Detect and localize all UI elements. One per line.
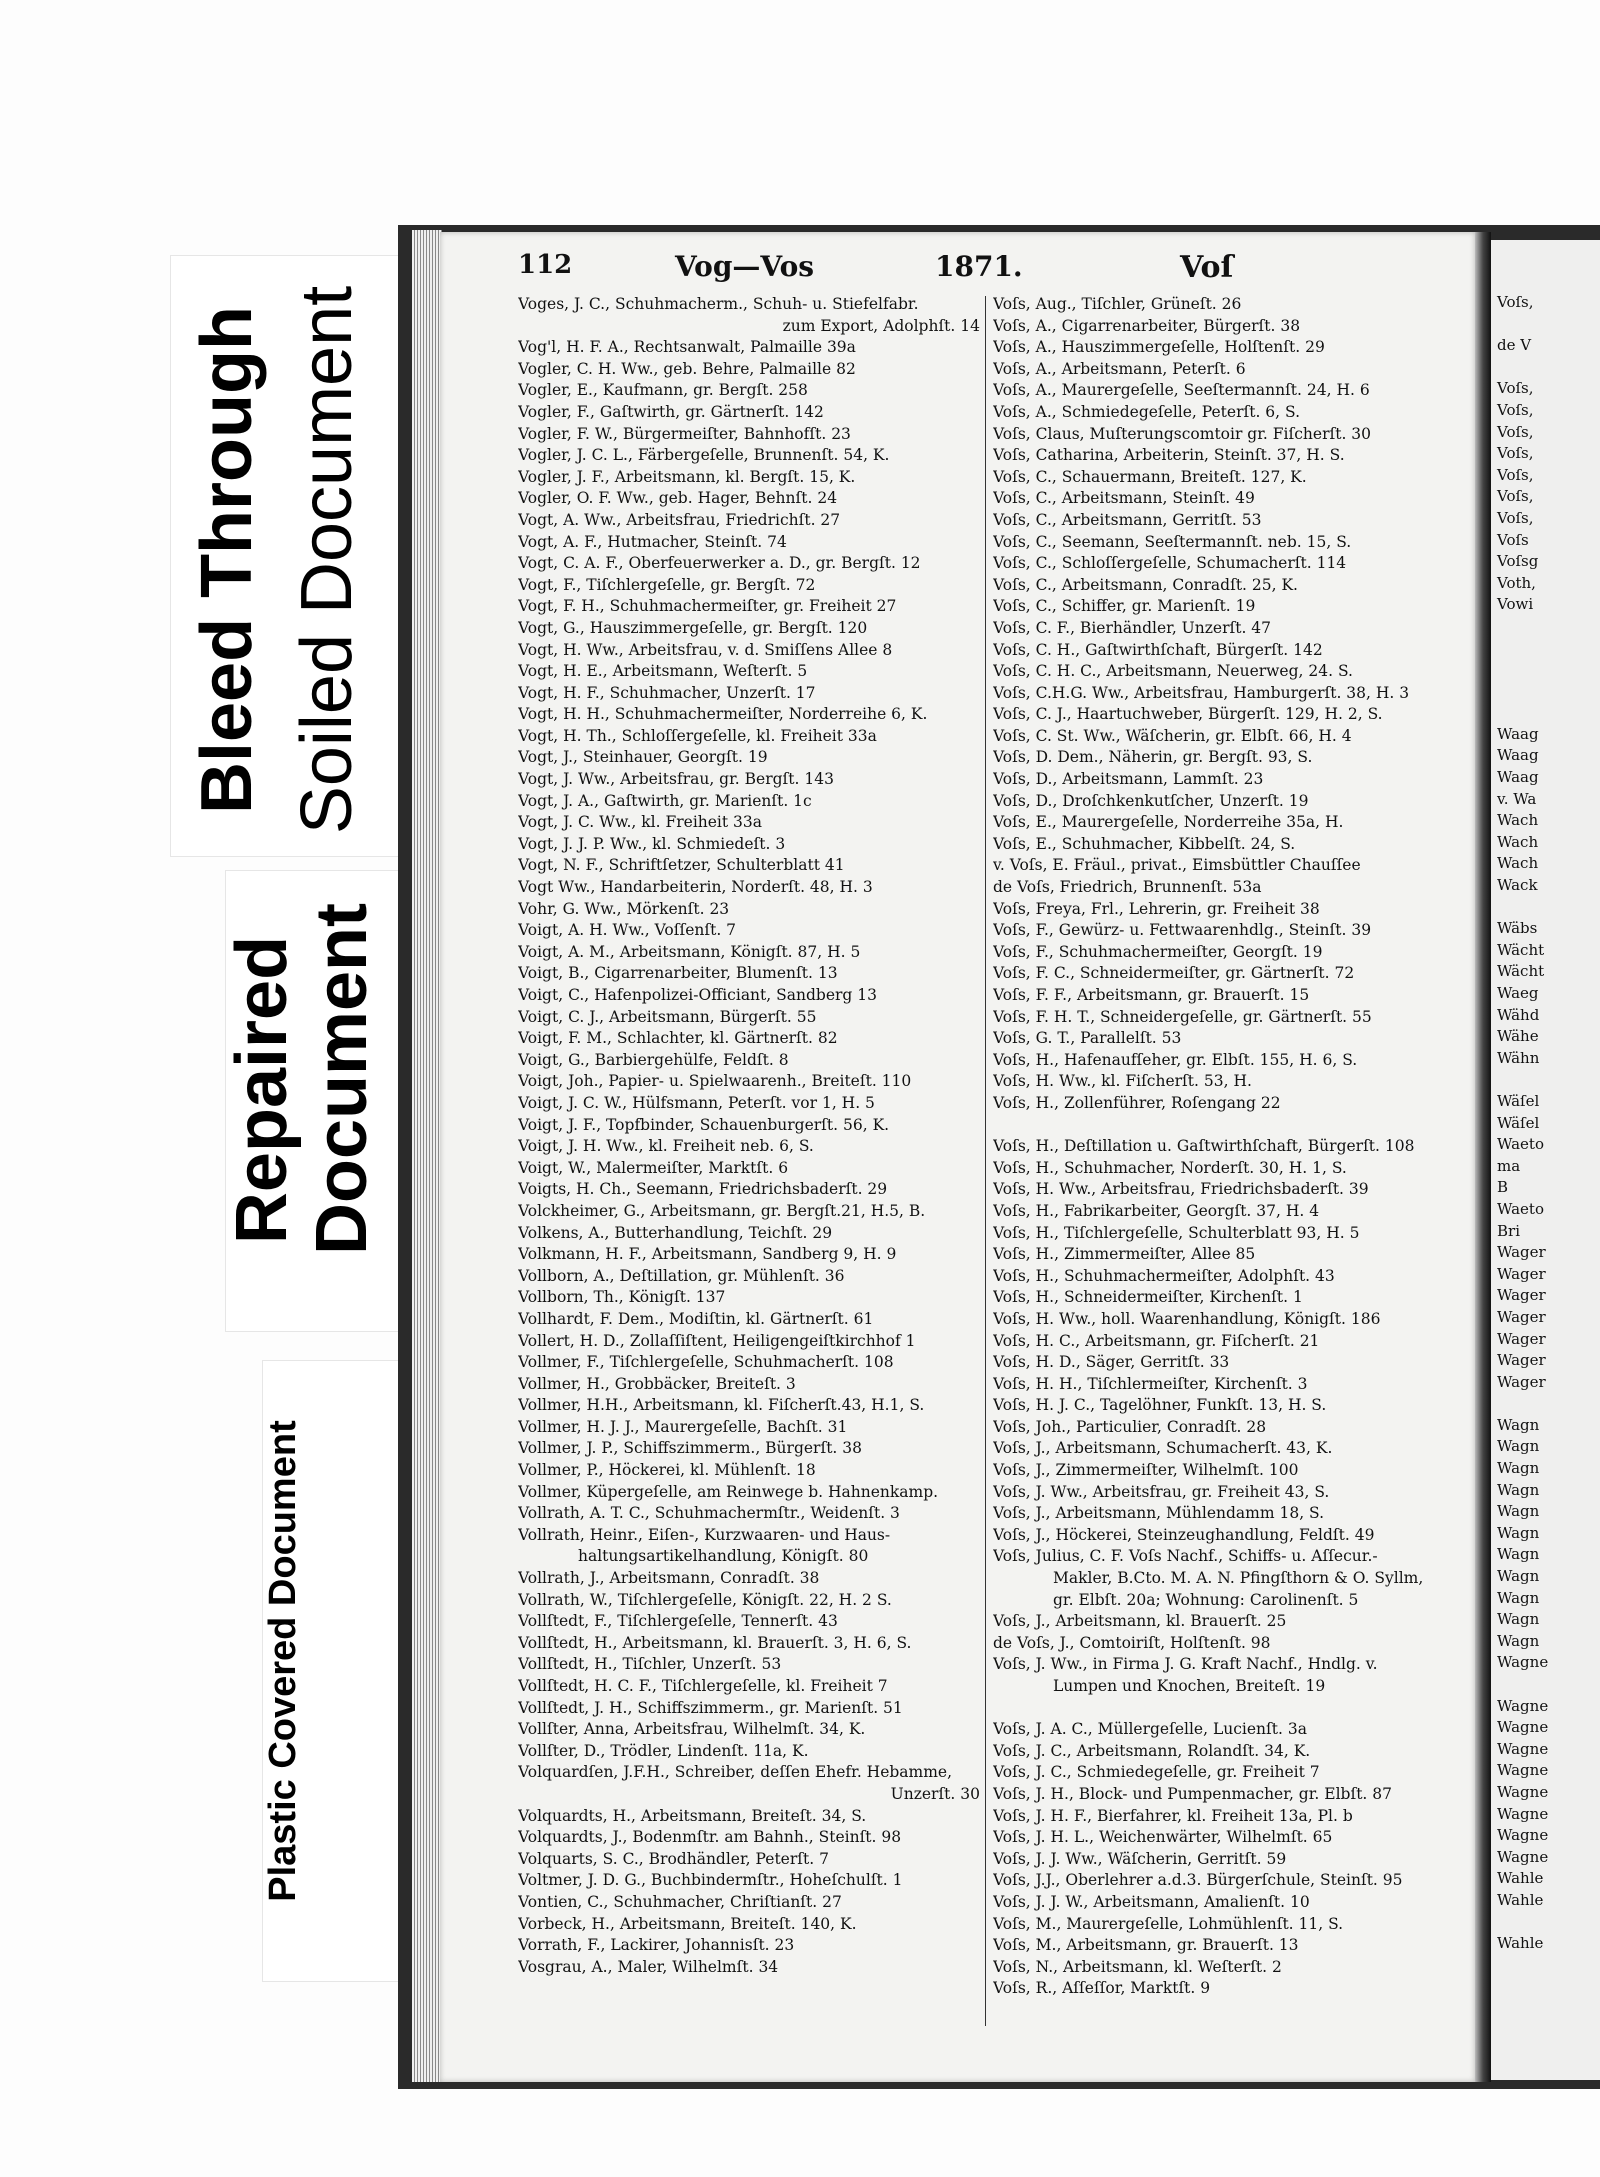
next-page-entry: Waeto	[1497, 1135, 1544, 1154]
directory-entry: Volquardſen, J.F.H., Schreiber, deſſen Ehefr. Hebamme,	[518, 1763, 953, 1782]
bleed-through-label: Bleed Through	[187, 306, 267, 814]
next-page-entry: Wähn	[1497, 1048, 1540, 1067]
directory-entry: gr. Elbſt. 20a; Wohnung: Carolinenſt. 5	[1053, 1590, 1359, 1609]
next-page-entry	[1491, 1069, 1600, 1091]
document-label: Document	[302, 902, 382, 1255]
next-page-entry: Wagn	[1497, 1523, 1540, 1542]
next-page-entry: Waag	[1497, 724, 1539, 743]
directory-entry: Voſs, Claus, Muſterungscomtoir gr. Fiſcherſt. 30	[993, 424, 1372, 443]
next-page-entry: Wagn	[1497, 1545, 1540, 1564]
directory-entry: Vollmer, F., Tiſchlergeſelle, Schuhmacherſt. 108	[518, 1353, 894, 1372]
directory-entry: Voſs, C., Schauermann, Breiteſt. 127, K.	[993, 467, 1307, 486]
directory-entry: Voſs, A., Cigarrenarbeiter, Bürgerſt. 38	[993, 316, 1301, 335]
next-page-entry: Wagn	[1497, 1502, 1540, 1521]
repaired-label: Repaired	[222, 935, 302, 1245]
directory-entry: Voigt, Joh., Papier- u. Spielwaarenh., Breiteſt. 110	[518, 1072, 912, 1091]
directory-entry: Vollmer, H. J. J., Maurergeſelle, Bachſt. 31	[518, 1417, 848, 1436]
next-page-entry: Wagn	[1497, 1415, 1540, 1434]
directory-entry: Vollborn, A., Deſtillation, gr. Mühlenſt. 36	[518, 1266, 845, 1285]
directory-entry: Voſs, J., Arbeitsmann, Schumacherſt. 43, K.	[993, 1439, 1333, 1458]
directory-entry: Vollſter, D., Trödler, Lindenſt. 11a, K.	[518, 1741, 809, 1760]
directory-entry: Vollrath, A. T. C., Schuhmachermſtr., Weidenſt. 3	[518, 1504, 900, 1523]
directory-entry: Vogt, F., Tiſchlergeſelle, gr. Bergſt. 72	[518, 575, 816, 594]
directory-entry: Voſs, F., Gewürz- u. Fettwaarenhdlg., Steinſt. 39	[993, 921, 1372, 940]
directory-entry: Voſs, J. Ww., Arbeitsfrau, gr. Freiheit 43, S.	[993, 1482, 1330, 1501]
blank-line	[993, 1698, 1468, 1720]
directory-entry: Voſs, J.J., Oberlehrer a.d.3. Bürgerſchule, Steinſt. 95	[993, 1871, 1403, 1890]
blank-line	[993, 1115, 1468, 1137]
directory-entry: Vollert, H. D., Zollaſſiſtent, Heiligengeiſtkirchhof 1	[518, 1331, 916, 1350]
directory-entry: Vog'l, H. F. A., Rechtsanwalt, Palmaille 39a	[518, 338, 856, 357]
directory-entry: de Voſs, J., Comtoiriſt, Holſtenſt. 98	[993, 1633, 1271, 1652]
directory-entry: Voſs, F. C., Schneidermeiſter, gr. Gärtnerſt. 72	[993, 964, 1355, 983]
directory-entry: Vogler, O. F. Ww., geb. Hager, Behnſt. 24	[518, 489, 838, 508]
page-year: 1871.	[935, 250, 1023, 283]
directory-entry: Vollrath, W., Tiſchlergeſelle, Königſt. 22, H. 2 S.	[518, 1590, 892, 1609]
directory-entry: Voſs, Freya, Frl., Lehrerin, gr. Freiheit 38	[993, 899, 1320, 918]
directory-entry: Voigt, W., Malermeiſter, Marktſt. 6	[518, 1158, 789, 1177]
next-page-entry: B	[1497, 1178, 1509, 1197]
directory-entry: Voſs, C.H.G. Ww., Arbeitsfrau, Hamburgerſt. 38, H. 3	[993, 683, 1410, 702]
directory-entry: Voſs, H. D., Säger, Gerritſt. 33	[993, 1353, 1230, 1372]
directory-entry: Voſs, E., Schuhmacher, Kibbelſt. 24, S.	[993, 834, 1296, 853]
next-page-entry: Wager	[1497, 1307, 1546, 1326]
directory-entry: Voſs, R., Aſſeſſor, Marktſt. 9	[993, 1979, 1211, 1998]
directory-entry: Voigts, H. Ch., Seemann, Friedrichsbaderſt. 29	[518, 1180, 888, 1199]
directory-entry: Voigt, A. H. Ww., Voſſenſt. 7	[518, 921, 737, 940]
directory-entry: Vontien, C., Schuhmacher, Chriſtianſt. 27	[518, 1892, 842, 1911]
directory-entry: Voſs, M., Maurergeſelle, Lohmühlenſt. 11, S.	[993, 1914, 1344, 1933]
directory-entry: Vollrath, Heinr., Eiſen-, Kurzwaaren- und Haus-	[518, 1525, 891, 1544]
next-page-entry: Wagn	[1497, 1480, 1540, 1499]
next-page-entry: Wäſel	[1497, 1113, 1540, 1132]
next-page-entry: Voſs,	[1497, 444, 1534, 463]
directory-entry: Voſs, F. F., Arbeitsmann, gr. Brauerſt. 15	[993, 986, 1310, 1004]
directory-entry: Voigt, C. J., Arbeitsmann, Bürgerſt. 55	[518, 1007, 817, 1026]
directory-entry: Voſs, Aug., Tiſchler, Grüneſt. 26	[993, 295, 1242, 313]
directory-entry: Voſs, C. H. C., Arbeitsmann, Neuerweg, 24. S.	[993, 662, 1353, 681]
next-page-entry: Bri	[1497, 1221, 1520, 1240]
directory-entry: Voſs, C. J., Haartuchweber, Bürgerſt. 129, H. 2, S.	[993, 705, 1383, 724]
directory-entry: Voſs, C., Schiffer, gr. Marienſt. 19	[993, 597, 1256, 616]
next-page-entry: Wähd	[1497, 1005, 1540, 1024]
next-page-entry: Voſsg	[1497, 552, 1539, 571]
next-page-entry	[1491, 1674, 1600, 1696]
directory-entry: Voſs, E., Maurergeſelle, Norderreihe 35a, H.	[993, 813, 1344, 832]
directory-entry: Voſs, H. Ww., Arbeitsfrau, Friedrichsbaderſt. 39	[993, 1180, 1369, 1199]
next-page-entry: Wäſel	[1497, 1091, 1540, 1110]
directory-entry: Voſs, H., Zollenführer, Roſengang 22	[993, 1093, 1281, 1112]
directory-entry: Voſs, H. Ww., kl. Fiſcherſt. 53, H.	[993, 1072, 1252, 1091]
directory-entry: Volckheimer, G., Arbeitsmann, gr. Bergſt.21, H.5, B.	[518, 1201, 926, 1220]
directory-entry: Vogt, H. H., Schuhmachermeiſter, Norderreihe 6, K.	[518, 705, 928, 724]
directory-entry: Vosgrau, A., Maler, Wilhelmſt. 34	[518, 1957, 779, 1976]
next-page-entry: Wager	[1497, 1286, 1546, 1305]
directory-entry: Voſs, C. F., Bierhändler, Unzerſt. 47	[993, 618, 1272, 637]
next-page-entry	[1491, 897, 1600, 919]
directory-entry: Voſs, J. A. C., Müllergeſelle, Lucienſt. 3a	[993, 1720, 1307, 1739]
directory-entry: Vollſtedt, H. C. F., Tiſchlergeſelle, kl. Freiheit 7	[518, 1677, 888, 1695]
next-page-entry	[1491, 616, 1600, 638]
directory-entry: Vollhardt, F. Dem., Modiſtin, kl. Gärtnerſt. 61	[518, 1309, 874, 1328]
directory-entry: Lumpen und Knochen, Breiteſt. 19	[1053, 1677, 1326, 1695]
directory-entry: Voſs, M., Arbeitsmann, gr. Brauerſt. 13	[993, 1936, 1299, 1955]
directory-entry: v. Voſs, E. Fräul., privat., Eimsbüttler Chauſſee	[993, 856, 1361, 875]
next-page-entry: Wagne	[1497, 1804, 1549, 1823]
next-page-entry	[1491, 659, 1600, 681]
directory-entry: Voſs, C., Arbeitsmann, Steinſt. 49	[993, 489, 1255, 508]
next-page-lines	[1491, 240, 1600, 1955]
directory-entry: Vogler, J. F., Arbeitsmann, kl. Bergſt. 15, K.	[518, 467, 856, 486]
next-page-entry: Wach	[1497, 832, 1539, 851]
directory-entry: Vogt, J. A., Gaſtwirth, gr. Marienſt. 1c	[518, 791, 812, 810]
next-page-entry	[1491, 1912, 1600, 1934]
next-page-entry: Wahle	[1497, 1869, 1544, 1888]
directory-entry: Vogt, A. Ww., Arbeitsfrau, Friedrichſt. 27	[518, 510, 841, 529]
directory-entry: Vollborn, Th., Königſt. 137	[518, 1288, 726, 1307]
directory-entry: Volquardts, J., Bodenmſtr. am Bahnh., Steinſt. 98	[518, 1828, 902, 1847]
directory-entry: Unzerſt. 30	[890, 1784, 980, 1803]
directory-entry: Vogler, J. C. L., Färbergeſelle, Brunnenſt. 54, K.	[518, 446, 890, 465]
next-page-entry: Wagne	[1497, 1782, 1549, 1801]
next-page-entry: Wagne	[1497, 1761, 1549, 1780]
next-page-entry: Wächt	[1497, 962, 1545, 981]
next-page-entry	[1491, 314, 1600, 336]
page-range: Vog—Vos	[675, 250, 815, 283]
next-page-entry: Wagne	[1497, 1847, 1549, 1866]
next-page-entry: Wach	[1497, 811, 1539, 830]
directory-entry: Vollmer, Küpergeſelle, am Reinwege b. Hahnenkamp.	[518, 1482, 939, 1501]
next-page-entry: Wager	[1497, 1372, 1546, 1391]
page-number: 112	[518, 250, 573, 280]
right-column	[985, 294, 1468, 2000]
directory-entry: Voſs, D., Droſchkenkutſcher, Unzerſt. 19	[993, 791, 1309, 810]
next-page-entry: Wäbs	[1497, 919, 1538, 938]
next-page-entry: Wach	[1497, 854, 1539, 873]
directory-entry: Voſs, C., Arbeitsmann, Gerritſt. 53	[993, 510, 1262, 529]
directory-entry: Voigt, A. M., Arbeitsmann, Königſt. 87, H. 5	[518, 942, 861, 961]
directory-entry: Voſs, H., Hafenaufſeher, gr. Elbſt. 155, H. 6, S.	[993, 1050, 1358, 1069]
directory-entry: Voſs, C., Schloſſergeſelle, Schumacherſt. 114	[993, 554, 1347, 573]
directory-entry: Voſs, C., Seemann, Seeſtermannſt. neb. 15, S.	[993, 532, 1352, 551]
next-page-entry: Wack	[1497, 876, 1538, 895]
directory-entry: Voſs, D., Arbeitsmann, Lammſt. 23	[993, 770, 1264, 789]
directory-entry: Vorrath, F., Lackirer, Johannisſt. 23	[518, 1936, 795, 1955]
directory-entry: Makler, B.Cto. M. A. N. Pfingſthorn & O. Syllm,	[1053, 1569, 1424, 1588]
next-page-entry: Wager	[1497, 1264, 1546, 1283]
directory-entry: Voſs, J. H., Block- und Pumpenmacher, gr. Elbſt. 87	[993, 1784, 1393, 1803]
directory-entry: Voſs, H., Schuhmacher, Norderſt. 30, H. 1, S.	[993, 1158, 1347, 1177]
directory-entry: Voſs, J. Ww., in Firma J. G. Kraft Nachf., Hndlg. v.	[993, 1655, 1378, 1674]
directory-entry: Vogt, H. F., Schuhmacher, Unzerſt. 17	[518, 683, 816, 702]
directory-entry: Voſs, F. H. T., Schneidergeſelle, gr. Gärtnerſt. 55	[993, 1007, 1372, 1026]
directory-entry: Voſs, H., Schuhmachermeiſter, Adolphſt. 43	[993, 1266, 1335, 1285]
next-page-entry: Voſs,	[1497, 293, 1534, 311]
directory-entry: Vogler, F., Gaſtwirth, gr. Gärtnerſt. 142	[518, 402, 824, 421]
next-page-entry: ma	[1497, 1156, 1521, 1175]
directory-entry: Vogt Ww., Handarbeiterin, Norderſt. 48, H. 3	[518, 878, 873, 897]
directory-entry: Vogt, H. Th., Schloſſergeſelle, kl. Freiheit 33a	[518, 726, 877, 745]
next-page-entry: Wagne	[1497, 1696, 1549, 1715]
next-page-entry: Voſs,	[1497, 422, 1534, 441]
directory-entry: Vollmer, H., Grobbäcker, Breiteſt. 3	[518, 1374, 796, 1393]
directory-entry: de Voſs, Friedrich, Brunnenſt. 53a	[993, 878, 1262, 897]
directory-entry: Vogt, J., Steinhauer, Georgſt. 19	[518, 748, 768, 767]
next-page-entry: Waeg	[1497, 984, 1539, 1002]
plastic-covered-label: Plastic Covered Document	[262, 1420, 304, 1902]
directory-entry: Voltmer, J. D. G., Buchbindermſtr., Hoheſchulſt. 1	[518, 1871, 903, 1890]
directory-entry: Voſs, H., Tiſchlergeſelle, Schulterblatt 93, H. 5	[993, 1223, 1360, 1242]
directory-entry: Volkmann, H. F., Arbeitsmann, Sandberg 9, H. 9	[518, 1245, 897, 1264]
directory-entry: Voſs, Catharina, Arbeiterin, Steinſt. 37, H. S.	[993, 446, 1345, 465]
next-page-entry: Vowi	[1497, 595, 1534, 614]
directory-entry: Voſs, D. Dem., Näherin, gr. Bergſt. 93, S.	[993, 748, 1313, 767]
directory-entry: Voſs, H., Zimmermeiſter, Allee 85	[993, 1245, 1256, 1264]
directory-entry: Voſs, G. T., Parallelſt. 53	[993, 1029, 1182, 1048]
next-page-entry: Wagne	[1497, 1826, 1549, 1845]
next-page-entry: Wahle	[1497, 1934, 1544, 1953]
directory-entry: Vollmer, P., Höckerei, kl. Mühlenſt. 18	[518, 1461, 816, 1480]
directory-entry: Voigt, G., Barbiergehülfe, Feldſt. 8	[518, 1050, 789, 1069]
directory-entry: Voges, J. C., Schuhmacherm., Schuh- u. Stiefelfabr.	[518, 295, 919, 313]
directory-entry: Voſs, H., Schneidermeiſter, Kirchenſt. 1	[993, 1288, 1303, 1307]
book-spine	[1475, 232, 1491, 2082]
directory-entry: Voſs, H., Fabrikarbeiter, Georgſt. 37, H. 4	[993, 1201, 1320, 1220]
next-page-entry: Wagn	[1497, 1631, 1540, 1650]
directory-entry: Vogt, J. J. P. Ww., kl. Schmiedeſt. 3	[518, 834, 786, 853]
next-page-entry: Wagne	[1497, 1718, 1549, 1737]
directory-entry: Vorbeck, H., Arbeitsmann, Breiteſt. 140, K.	[518, 1914, 857, 1933]
soiled-document-label: Soiled Document	[287, 285, 367, 835]
directory-entry: Volquardts, H., Arbeitsmann, Breiteſt. 34, S.	[518, 1806, 867, 1825]
next-page-entry: Voſs,	[1497, 487, 1534, 506]
directory-entry: Voſs, J. H. F., Bierfahrer, kl. Freiheit 13a, Pl. b	[993, 1806, 1353, 1825]
directory-entry: Voſs, F., Schuhmachermeiſter, Georgſt. 19	[993, 942, 1323, 961]
directory-entry: zum Export, Adolphſt. 14	[782, 316, 980, 335]
next-page-entry: Voſs,	[1497, 465, 1534, 484]
next-page-entry: Wagn	[1497, 1588, 1540, 1607]
next-page-entry: Wagn	[1497, 1437, 1540, 1456]
directory-entry: Voſs, H., Deſtillation u. Gaſtwirthſchaft, Bürgerſt. 108	[993, 1137, 1415, 1156]
directory-entry: Voigt, J. F., Topfbinder, Schauenburgerſt. 56, K.	[518, 1115, 890, 1134]
page-edges	[412, 230, 442, 2082]
next-page-entry: Waag	[1497, 746, 1539, 765]
directory-entry: Voſs, N., Arbeitsmann, kl. Weſterſt. 2	[993, 1957, 1282, 1976]
next-page-entry: Wagne	[1497, 1653, 1549, 1672]
directory-entry: Voſs, J. J. W., Arbeitsmann, Amalienſt. 10	[993, 1892, 1310, 1911]
next-page-entry: Wager	[1497, 1351, 1546, 1370]
directory-entry: Voſs, A., Arbeitsmann, Peterſt. 6	[993, 359, 1246, 378]
directory-entry: Vogt, A. F., Hutmacher, Steinſt. 74	[518, 532, 787, 551]
directory-entry: Vogt, F. H., Schuhmachermeiſter, gr. Freiheit 27	[518, 597, 897, 616]
directory-entry: Vogler, F. W., Bürgermeiſter, Bahnhofſt. 23	[518, 424, 851, 443]
directory-entry: Voſs, J. H. L., Weichenwärter, Wilhelmſt. 65	[993, 1828, 1333, 1847]
directory-entry: Vohr, G. Ww., Mörkenſt. 23	[518, 899, 730, 918]
directory-entry: Vollſtedt, F., Tiſchlergeſelle, Tennerſt. 43	[518, 1612, 838, 1631]
directory-entry: Vogt, J. C. Ww., kl. Freiheit 33a	[518, 813, 763, 832]
next-page-entry: Wagn	[1497, 1610, 1540, 1629]
directory-entry: Voigt, J. C. W., Hülfsmann, Peterſt. vor 1, H. 5	[518, 1093, 875, 1112]
directory-entry: Vollſtedt, J. H., Schiffszimmerm., gr. Marienſt. 51	[518, 1698, 903, 1717]
next-page-entry: Voſs,	[1497, 508, 1534, 527]
next-page-entry	[1491, 1393, 1600, 1415]
directory-entry: Volkens, A., Butterhandlung, Teichſt. 29	[518, 1223, 833, 1242]
directory-entry: Voſs, C., Arbeitsmann, Conradſt. 25, K.	[993, 575, 1298, 594]
next-page-entry: Wächt	[1497, 940, 1545, 959]
next-page-entry: Wager	[1497, 1329, 1546, 1348]
next-page-entry: v. Wa	[1497, 789, 1537, 808]
next-page-entry: Waag	[1497, 768, 1539, 787]
directory-entry: Vogt, C. A. F., Oberfeuerwerker a. D., gr. Bergſt. 12	[518, 554, 921, 573]
directory-entry: Voſs, A., Hauszimmergeſelle, Holſtenſt. 29	[993, 338, 1325, 357]
next-page-entry	[1491, 681, 1600, 703]
directory-entry: Vogt, H. E., Arbeitsmann, Weſterſt. 5	[518, 662, 808, 681]
directory-entry: Vollſter, Anna, Arbeitsfrau, Wilhelmſt. 34, K.	[518, 1720, 866, 1739]
next-page-fragment	[1491, 240, 1600, 2080]
directory-entry: Vollmer, H.H., Arbeitsmann, kl. Fiſcherſt.43, H.1, S.	[518, 1396, 925, 1415]
directory-entry: Voſs, J., Arbeitsmann, Mühlendamm 18, S.	[993, 1504, 1325, 1523]
directory-entry: Vogt, H. Ww., Arbeitsfrau, v. d. Smiſſens Allee 8	[518, 640, 893, 659]
directory-entry: Voſs, H. H., Tiſchlermeiſter, Kirchenſt. 3	[993, 1374, 1308, 1393]
directory-entry: Voſs, J., Zimmermeiſter, Wilhelmſt. 100	[993, 1461, 1299, 1480]
next-page-entry	[1491, 357, 1600, 379]
directory-entry: Voſs, J. J. Ww., Wäſcherin, Gerritſt. 59	[993, 1849, 1287, 1868]
directory-entry: Voſs, J. C., Arbeitsmann, Rolandſt. 34, K.	[993, 1741, 1311, 1760]
next-page-entry	[1491, 638, 1600, 660]
catchword: Voſ	[1180, 250, 1234, 285]
directory-entry: Vollmer, J. P., Schiffszimmerm., Bürgerſt. 38	[518, 1439, 862, 1458]
directory-entry: Voſs, Joh., Particulier, Conradſt. 28	[993, 1417, 1267, 1436]
directory-entry: Vogler, E., Kaufmann, gr. Bergſt. 258	[518, 381, 808, 400]
next-page-entry: Wager	[1497, 1243, 1546, 1262]
next-page-entry: Wagn	[1497, 1567, 1540, 1586]
directory-entry: Voſs, H. J. C., Tagelöhner, Funkſt. 13, H. S.	[993, 1396, 1327, 1415]
directory-entry: Vollrath, J., Arbeitsmann, Conradſt. 38	[518, 1569, 820, 1588]
left-column	[518, 294, 980, 1978]
directory-entry: Voigt, B., Cigarrenarbeiter, Blumenſt. 13	[518, 964, 838, 983]
next-page-entry: Wagne	[1497, 1739, 1549, 1758]
directory-entry: haltungsartikelhandlung, Königſt. 80	[578, 1547, 869, 1566]
directory-entry: Voſs, A., Maurergeſelle, Seeſtermannſt. 24, H. 6	[993, 381, 1370, 400]
next-page-entry: Waeto	[1497, 1199, 1544, 1218]
directory-entry: Vogt, N. F., Schriftſetzer, Schulterblatt 41	[518, 856, 845, 875]
next-page-entry: Wähe	[1497, 1027, 1539, 1046]
directory-entry: Voſs, C. H., Gaſtwirthſchaft, Bürgerſt. 142	[993, 640, 1323, 659]
next-page-entry	[1491, 702, 1600, 724]
directory-entry: Vogt, J. Ww., Arbeitsfrau, gr. Bergſt. 143	[518, 770, 834, 789]
directory-entry: Voigt, C., Hafenpolizei-Officiant, Sandberg 13	[518, 986, 877, 1004]
directory-entry: Voſs, H. C., Arbeitsmann, gr. Fiſcherſt. 21	[993, 1331, 1320, 1350]
next-page-entry: Voſs	[1497, 530, 1529, 549]
directory-entry: Voſs, J., Arbeitsmann, kl. Brauerſt. 25	[993, 1612, 1287, 1631]
next-page-entry: Voſs,	[1497, 379, 1534, 398]
directory-entry: Volquarts, S. C., Brodhändler, Peterſt. 7	[518, 1849, 829, 1868]
next-page-entry: Wahle	[1497, 1890, 1544, 1909]
directory-entry: Vollſtedt, H., Arbeitsmann, kl. Brauerſt. 3, H. 6, S.	[518, 1633, 912, 1652]
directory-entry: Vogler, C. H. Ww., geb. Behre, Palmaille 82	[518, 359, 856, 378]
directory-entry: Voſs, Julius, C. F. Voſs Nachf., Schiffs- u. Aſſecur.-	[993, 1547, 1378, 1566]
directory-entry: Voſs, H. Ww., holl. Waarenhandlung, Königſt. 186	[993, 1309, 1381, 1328]
directory-entry: Vollſtedt, H., Tiſchler, Unzerſt. 53	[518, 1655, 782, 1674]
directory-entry: Voſs, J. C., Schmiedegeſelle, gr. Freiheit 7	[993, 1763, 1320, 1782]
directory-entry: Voſs, C. St. Ww., Wäſcherin, gr. Elbſt. 66, H. 4	[993, 726, 1352, 745]
directory-entry: Voſs, A., Schmiedegeſelle, Peterſt. 6, S.	[993, 402, 1301, 421]
next-page-entry: de V	[1497, 336, 1532, 355]
directory-entry: Voigt, F. M., Schlachter, kl. Gärtnerſt. 82	[518, 1029, 838, 1048]
next-page-entry: Voſs,	[1497, 400, 1534, 419]
next-page-entry: Voth,	[1497, 573, 1536, 592]
directory-entry: Voſs, J., Höckerei, Steinzeughandlung, Feldſt. 49	[993, 1525, 1375, 1544]
directory-entry: Vogt, G., Hauszimmergeſelle, gr. Bergſt. 120	[518, 618, 868, 637]
next-page-entry: Wagn	[1497, 1459, 1540, 1478]
directory-entry: Voigt, J. H. Ww., kl. Freiheit neb. 6, S.	[518, 1137, 814, 1156]
